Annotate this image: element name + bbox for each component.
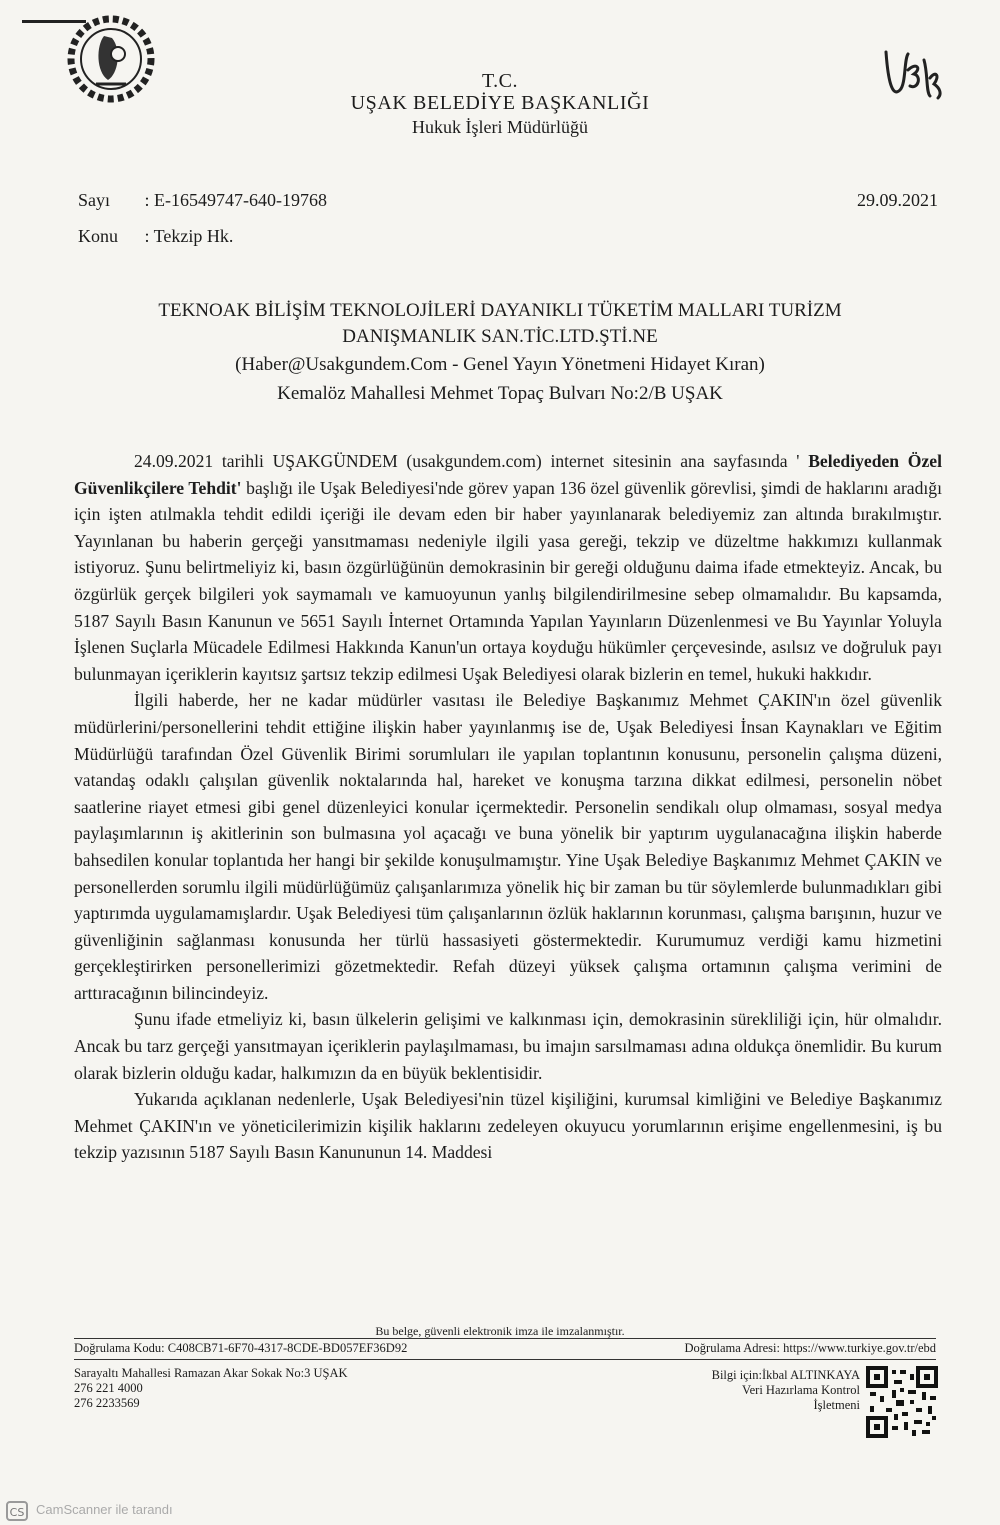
recipient-line-1: TEKNOAK BİLİŞİM TEKNOLOJİLERİ DAYANIKLI TÜKETİM MALLARI TURİZM — [158, 300, 842, 321]
meta-konu — [78, 226, 233, 247]
recipient-line-3: (Haber@Usakgundem.Com - Genel Yayın Yönetmeni Hidayet Kıran) — [235, 354, 765, 375]
letter-body — [74, 448, 942, 1166]
konu-label: Konu — [78, 226, 118, 246]
header-department: Hukuk İşleri Müdürlüğü — [412, 117, 588, 137]
footer-divider-bottom — [74, 1359, 936, 1360]
paragraph-2: İlgili haberde, her ne kadar müdürler vasıtası ile Belediye Başkanımız Mehmet ÇAKIN'ın özel güvenlik müdürlerini/personellerini tehdit ettiğine ilişkin haber yayınlanmış ise de, Uşak Belediyesi İnsan Kaynakları ve Eğitim Müdürlüğü tarafından Özel Güvenlik Birimi sorumluları ile yapılan toplantının konusunu, personelin çalışma düzeni, vatandaş odaklı çalışılan güvenlik noktalarında hal, hareket ve konuşma tarzına dikkat edilmesi, personelin nöbet saatlerine riayet etmesi gibi genel düzenleyici konular içermektedir. Personelin sendikalı olup olmaması, sosyal medya paylaşımlarının iş akitlerinin son bulmasına yol açacağı ve buna yönelik bir yaptırım uygulanacağına ilişkin haberde bahsedilen konular toplantıda her hangi bir şekilde konuşulmamıştır. Yine Uşak Belediye Başkanımız Mehmet ÇAKIN ve personellerden sorumlu ilgili müdürlüğümüz çalışanlarımıza yönelik hiç bir zaman bu tür söylemlerde bulunmadıkları gibi yaptırımda uygulamamışlardır. Uşak Belediyesi tüm çalışanlarının özlük haklarının korunması, çalışma barışının, huzur ve güvenliğinin sağlanması konusunda her türlü hassasiyeti göstermektedir. Kurumumuz verdiği kamu hizmetini gerçekleştirirken personellerimizi gözetmektedir. Refah düzeyi yüksek çalışma ortamının çalışma verimini de arttıracağının bilincindeyiz. — [74, 690, 942, 1003]
recipient-line-4: Kemalöz Mahallesi Mehmet Topaç Bulvarı No:2/B UŞAK — [277, 383, 723, 404]
sayi-value: : E-16549747-640-19768 — [144, 190, 327, 210]
paragraph-1-intro: 24.09.2021 tarihli UŞAKGÜNDEM (usakgundem.com) internet sitesinin ana sayfasında ' — [134, 451, 800, 471]
sayi-label: Sayı — [78, 190, 111, 210]
document-date: 29.09.2021 — [857, 190, 938, 210]
footer-info-3: İşletmeni — [813, 1398, 860, 1412]
paragraph-4: Yukarıda açıklanan nedenlerle, Uşak Belediyesi'nin tüzel kişiliğini, kurumsal kimliğini ve Belediye Başkanımız Mehmet ÇAKIN'ın ve yöneticilerimizin kişilik haklarını zedeleyen okuyucu yorumlarının erişime engellenmesini, iş bu tekzip yazısının 5187 Sayılı Basın Kanununun 14. Maddesi — [74, 1089, 942, 1163]
header-tc: T.C. — [481, 70, 519, 92]
meta-sayi — [78, 190, 327, 211]
header-organization: UŞAK BELEDİYE BAŞKANLIĞI — [350, 92, 650, 114]
verification-code: Doğrulama Kodu: C408CB71-6F70-4317-8CDE-BD057EF36D92 — [74, 1341, 408, 1355]
konu-value: : Tekzip Hk. — [144, 226, 234, 246]
camscanner-icon: CS — [6, 1501, 28, 1521]
footer-phone-1: 276 221 4000 — [74, 1381, 143, 1395]
qr-code-icon — [866, 1366, 938, 1438]
verification-url[interactable]: Doğrulama Adresi: https://www.turkiye.gov.tr/ebd — [684, 1341, 936, 1355]
footer-phone-2: 276 2233569 — [74, 1396, 140, 1410]
scanner-text: CamScanner ile tarandı — [36, 1502, 173, 1517]
footer-info-1: Bilgi için:İkbal ALTINKAYA — [711, 1368, 860, 1382]
paragraph-1 — [74, 448, 942, 687]
footer-address: Sarayaltı Mahallesi Ramazan Akar Sokak No:3 UŞAK — [74, 1366, 348, 1380]
scanner-watermark — [0, 1497, 1000, 1525]
footer-divider-top — [74, 1338, 936, 1339]
recipient-line-2: DANIŞMANLIK SAN.TİC.LTD.ŞTİ.NE — [342, 326, 658, 347]
footer-address-block — [74, 1366, 348, 1411]
paragraph-1-rest: başlığı ile Uşak Belediyesi'nde görev yapan 136 özel güvenlik görevlisi, şimdi de haklarını aradığı için işten atılmakla tehdit edildi içeriği ile devam eden bir haber yayınlanarak belediyemiz zan altında bırakılmıştır. Yayınlanan bu haberin gerçeği yansıtmaması nedeniyle ilgili yasa gereği, tekzip ve düzeltme hakkımızı kullanmak istiyoruz. Şunu belirtmeliyiz ki, basın özgürlüğünün demokrasinin bir gereği olduğunu daima ifade etmekteyiz. Ancak, bu özgürlük gerçek bilgileri yok saymamalı ve kamuoyunun yanlış bilgilendirilmesine sebep olmamalıdır. Bu kapsamda, 5187 Sayılı Basın Kanunun ve 5651 Sayılı İnternet Ortamında Yapılan Yayınların Düzenlenmesi ve Bu Yayınlar Yoluyla İşlenen Suçlarla Mücadele Edilmesi Hakkında Kanun'un ortaya koyduğu hükümler çerçevesinde, asılsız ve doğruluk payı bulunmayan içeriklerin kayıtsız şartsız tekzip edilmesi Uşak Belediyesi olarak bizlerin en temel, hukuki hakkıdır. — [74, 477, 942, 684]
footer-info-2: Veri Hazırlama Kontrol — [741, 1383, 860, 1397]
news-headline: Belediyeden Özel Güvenlikçilere Tehdit' — [74, 451, 942, 498]
footer-contact-block — [712, 1368, 860, 1413]
e-signature-note: Bu belge, güvenli elektronik imza ile imzalanmıştır. — [375, 1324, 625, 1338]
paragraph-3: Şunu ifade etmeliyiz ki, basın ülkelerin gelişimi ve kalkınması için, demokrasinin sürekliliği için, hür olmalıdır. Ancak bu tarz gerçeği yansıtmayan içeriklerin paylaşılmaması, bu imajın sarsılmaması adına oldukça önemlidir. Bu kurum olarak bizlerin olduğu kadar, halkımızın da en büyük beklentisidir. — [74, 1009, 942, 1083]
